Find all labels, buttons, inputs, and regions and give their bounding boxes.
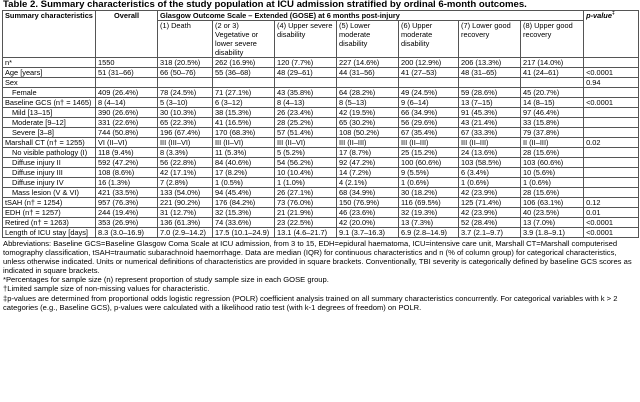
pvalue-cell: <0.0001 xyxy=(584,98,639,108)
table-cell: III (II–III) xyxy=(459,138,521,148)
table-cell: 196 (67.4%) xyxy=(158,128,213,138)
footnote-star: *Percentages for sample size (n) represent proportion of study sample size in each GOSE group. xyxy=(3,275,329,285)
table-cell: 32 (19.3%) xyxy=(399,208,459,218)
table-cell: 8.3 (3.0–16.9) xyxy=(96,228,158,238)
table-row xyxy=(3,158,639,168)
table-cell: 217 (14.0%) xyxy=(521,58,584,68)
table-cell: 13 (7.0%) xyxy=(521,218,584,228)
table-cell: III (II–III) xyxy=(399,138,459,148)
row-label: No visible pathology (I) xyxy=(3,148,96,158)
header-pvalue-mark: ‡ xyxy=(611,10,615,17)
table-cell: 7.0 (2.9–14.2) xyxy=(158,228,213,238)
table-cell: 221 (90.2%) xyxy=(158,198,213,208)
table-cell: 8 (5–13) xyxy=(337,98,399,108)
table-cell: 17 (8.2%) xyxy=(213,168,275,178)
row-label: Marshall CT (n† = 1255) xyxy=(3,138,96,148)
table-cell: 13 (7.3%) xyxy=(399,218,459,228)
table-cell: 79 (37.8%) xyxy=(521,128,584,138)
table-cell: 390 (26.6%) xyxy=(96,108,158,118)
table-cell: 43 (35.8%) xyxy=(275,88,337,98)
pvalue-cell: <0.0001 xyxy=(584,228,639,238)
table-cell: III (II–VI) xyxy=(213,138,275,148)
table-cell: 1 (0.6%) xyxy=(459,178,521,188)
summary-table xyxy=(2,10,639,238)
table-cell: 56 (22.8%) xyxy=(158,158,213,168)
table-cell: 227 (14.6%) xyxy=(337,58,399,68)
table-cell: 7 (2.8%) xyxy=(158,178,213,188)
table-row xyxy=(3,78,639,88)
table-row xyxy=(3,198,639,208)
table-cell: 25 (15.2%) xyxy=(399,148,459,158)
table-cell: 13.1 (4.6–21.7) xyxy=(275,228,337,238)
table-cell: 64 (28.2%) xyxy=(337,88,399,98)
table-cell: 118 (9.4%) xyxy=(96,148,158,158)
table-cell: 21 (21.9%) xyxy=(275,208,337,218)
table-row xyxy=(3,98,639,108)
table-cell: 5 (5.2%) xyxy=(275,148,337,158)
table-cell: 49 (24.5%) xyxy=(399,88,459,98)
table-cell: 8 (4–14) xyxy=(96,98,158,108)
table-cell xyxy=(158,78,213,88)
row-label: Moderate [9–12] xyxy=(3,118,96,128)
table-row xyxy=(3,218,639,228)
table-row xyxy=(3,58,639,68)
table-cell: 176 (84.2%) xyxy=(213,198,275,208)
table-cell: 9 (5.5%) xyxy=(399,168,459,178)
table-cell: 48 (29–61) xyxy=(275,68,337,78)
pvalue-cell xyxy=(584,58,639,68)
header-characteristics: Summary characteristics xyxy=(3,11,96,58)
table-cell: 206 (13.3%) xyxy=(459,58,521,68)
row-label: Female xyxy=(3,88,96,98)
row-label: Diffuse injury III xyxy=(3,168,96,178)
table-cell: 46 (23.6%) xyxy=(337,208,399,218)
table-cell: 6 (3.4%) xyxy=(459,168,521,178)
pvalue-cell xyxy=(584,148,639,158)
table-cell: 30 (10.3%) xyxy=(158,108,213,118)
table-cell: 44 (31–56) xyxy=(337,68,399,78)
row-label: Baseline GCS (n† = 1465) xyxy=(3,98,96,108)
table-cell: 409 (26.4%) xyxy=(96,88,158,98)
table-cell: 200 (12.9%) xyxy=(399,58,459,68)
pvalue-cell xyxy=(584,108,639,118)
table-cell: 9 (6–14) xyxy=(399,98,459,108)
table-cell: 26 (23.4%) xyxy=(275,108,337,118)
table-cell: 66 (34.9%) xyxy=(399,108,459,118)
table-cell: 103 (60.6%) xyxy=(521,158,584,168)
table-cell: 92 (47.2%) xyxy=(337,158,399,168)
pvalue-cell xyxy=(584,168,639,178)
table-cell: 13 (7–15) xyxy=(459,98,521,108)
table-cell: 65 (30.2%) xyxy=(337,118,399,128)
table-body xyxy=(3,58,639,238)
table-cell: 116 (69.5%) xyxy=(399,198,459,208)
table-cell: 28 (25.2%) xyxy=(275,118,337,128)
table-cell: 744 (50.8%) xyxy=(96,128,158,138)
table-cell: 23 (22.5%) xyxy=(275,218,337,228)
table-cell: 26 (27.1%) xyxy=(275,188,337,198)
table-cell: 42 (20.0%) xyxy=(337,218,399,228)
table-cell: 170 (68.3%) xyxy=(213,128,275,138)
row-label: Length of ICU stay [days] xyxy=(3,228,96,238)
table-row xyxy=(3,138,639,148)
row-label: Severe [3–8] xyxy=(3,128,96,138)
table-cell: 421 (33.5%) xyxy=(96,188,158,198)
table-cell: 28 (15.6%) xyxy=(521,188,584,198)
pvalue-cell: 0.02 xyxy=(584,138,639,148)
pvalue-cell: <0.0001 xyxy=(584,68,639,78)
table-cell: 262 (16.9%) xyxy=(213,58,275,68)
table-cell: 9.1 (3.7–16.3) xyxy=(337,228,399,238)
table-cell: 8 (4–13) xyxy=(275,98,337,108)
pvalue-cell: 0.12 xyxy=(584,198,639,208)
table-cell: 42 (17.1%) xyxy=(158,168,213,178)
table-title: Table 2. Summary characteristics of the study population at ICU admission stratified by ordinal 6-month outcomes. xyxy=(3,0,527,10)
header-gose-col: (8) Upper good recovery xyxy=(521,21,584,58)
table-cell: 51 (31–66) xyxy=(96,68,158,78)
table-cell: 1550 xyxy=(96,58,158,68)
table-cell: 74 (33.6%) xyxy=(213,218,275,228)
table-cell: 16 (1.3%) xyxy=(96,178,158,188)
table-cell: 55 (36–68) xyxy=(213,68,275,78)
pvalue-cell xyxy=(584,178,639,188)
table-cell: 108 (50.2%) xyxy=(337,128,399,138)
table-row xyxy=(3,68,639,78)
table-cell: 31 (12.7%) xyxy=(158,208,213,218)
table-cell: 65 (22.3%) xyxy=(158,118,213,128)
table-cell: 1 (0.6%) xyxy=(399,178,459,188)
header-gose-col: (5) Lower moderate disability xyxy=(337,21,399,58)
table-cell: 41 (27–53) xyxy=(399,68,459,78)
table-cell: 48 (31–65) xyxy=(459,68,521,78)
pvalue-cell xyxy=(584,128,639,138)
table-cell: 94 (45.4%) xyxy=(213,188,275,198)
row-label: n* xyxy=(3,58,96,68)
table-cell: 1 (0.5%) xyxy=(213,178,275,188)
table-cell: 40 (23.5%) xyxy=(521,208,584,218)
table-cell xyxy=(521,78,584,88)
header-gose-col: (6) Upper moderate disability xyxy=(399,21,459,58)
footnote-abbreviations: Abbreviations: Baseline GCS=Baseline Glasgow Coma Scale at ICU admission, from 3 to 15, EDH=epidural haematoma, ICU=intensive care unit, Marshall CT=Marshall computerised tomography classification, tSAH=traumatic subarachnoid haemorrhage. Data are median (IQR) for continuous characteristics and n (% of column group) for categorical characteristics, unless otherwise indicated. Units or numerical definitions of characteristics are provided in square brackets. Conventionally, TBI severity is categorically defined by baseline GCS scores as indicated in square brackets. xyxy=(3,239,632,276)
table-cell: 150 (76.9%) xyxy=(337,198,399,208)
table-cell: 52 (28.4%) xyxy=(459,218,521,228)
table-cell: 78 (24.5%) xyxy=(158,88,213,98)
table-cell: 14 (7.2%) xyxy=(337,168,399,178)
row-label: Retired (n† = 1263) xyxy=(3,218,96,228)
table-cell: 54 (56.2%) xyxy=(275,158,337,168)
table-cell: III (II–III) xyxy=(337,138,399,148)
footnote-dagger: †Limited sample size of non-missing values for characteristic. xyxy=(3,284,210,294)
table-cell: 33 (15.8%) xyxy=(521,118,584,128)
table-cell: 28 (15.6%) xyxy=(521,148,584,158)
table-cell: 56 (29.6%) xyxy=(399,118,459,128)
table-cell: 6 (3–12) xyxy=(213,98,275,108)
row-label: Mass lesion (V & VI) xyxy=(3,188,96,198)
table-cell: VI (II–VI) xyxy=(96,138,158,148)
table-cell xyxy=(275,78,337,88)
pvalue-cell xyxy=(584,188,639,198)
row-label: EDH (n† = 1257) xyxy=(3,208,96,218)
table-cell: 84 (40.6%) xyxy=(213,158,275,168)
table-cell: 14 (8–15) xyxy=(521,98,584,108)
table-cell: 136 (61.3%) xyxy=(158,218,213,228)
table-cell: 125 (71.4%) xyxy=(459,198,521,208)
table-cell: 103 (58.5%) xyxy=(459,158,521,168)
table-row xyxy=(3,118,639,128)
table-cell: 42 (23.9%) xyxy=(459,208,521,218)
table-cell xyxy=(399,78,459,88)
table-cell: 10 (5.6%) xyxy=(521,168,584,178)
table-cell: 17 (8.7%) xyxy=(337,148,399,158)
table-cell xyxy=(213,78,275,88)
table-cell: 106 (63.1%) xyxy=(521,198,584,208)
table-cell: 38 (15.3%) xyxy=(213,108,275,118)
table-cell: 71 (27.1%) xyxy=(213,88,275,98)
header-pvalue xyxy=(584,11,639,58)
table-cell xyxy=(459,78,521,88)
table-row xyxy=(3,108,639,118)
table-row xyxy=(3,168,639,178)
table-cell: 32 (15.3%) xyxy=(213,208,275,218)
pvalue-cell: 0.94 xyxy=(584,78,639,88)
table-cell: 91 (45.3%) xyxy=(459,108,521,118)
table-cell: 97 (46.4%) xyxy=(521,108,584,118)
table-cell: 24 (13.6%) xyxy=(459,148,521,158)
table-cell: 353 (26.9%) xyxy=(96,218,158,228)
table-cell: 108 (8.6%) xyxy=(96,168,158,178)
row-label: Diffuse injury II xyxy=(3,158,96,168)
table-cell: 100 (60.6%) xyxy=(399,158,459,168)
pvalue-cell xyxy=(584,88,639,98)
table-row xyxy=(3,208,639,218)
table-cell: 41 (24–61) xyxy=(521,68,584,78)
pvalue-cell xyxy=(584,158,639,168)
table-cell: 11 (5.3%) xyxy=(213,148,275,158)
table-cell: 957 (76.3%) xyxy=(96,198,158,208)
table-row xyxy=(3,88,639,98)
table-cell xyxy=(96,78,158,88)
row-label: tSAH (n† = 1254) xyxy=(3,198,96,208)
table-cell: 66 (50–76) xyxy=(158,68,213,78)
table-cell: 331 (22.6%) xyxy=(96,118,158,128)
table-cell: 42 (19.5%) xyxy=(337,108,399,118)
table-cell: III (III–VI) xyxy=(158,138,213,148)
table-cell: 592 (47.2%) xyxy=(96,158,158,168)
table-cell: 3.9 (1.8–9.1) xyxy=(521,228,584,238)
footnote-ddagger: ‡p-values are determined from proportional odds logistic regression (POLR) coefficient analysis trained on all summary characteristics concurrently. For categorical variables with k > 2 categories (e.g., Baseline GCS), p-values were calculated with a likelihood ratio test (with k-1 degrees of freedom) on POLR. xyxy=(3,293,618,312)
table-cell: 59 (28.6%) xyxy=(459,88,521,98)
row-label: Age [years] xyxy=(3,68,96,78)
table-cell: 244 (19.4%) xyxy=(96,208,158,218)
table-cell: 30 (18.2%) xyxy=(399,188,459,198)
footnotes xyxy=(3,239,636,312)
table-cell: 8 (3.3%) xyxy=(158,148,213,158)
table-cell: 73 (76.0%) xyxy=(275,198,337,208)
table-cell: 4 (2.1%) xyxy=(337,178,399,188)
table-cell: 6.9 (2.8–14.9) xyxy=(399,228,459,238)
table-cell: 1 (0.6%) xyxy=(521,178,584,188)
table-cell: III (II–VI) xyxy=(275,138,337,148)
header-gose-col: (7) Lower good recovery xyxy=(459,21,521,58)
table-cell: 120 (7.7%) xyxy=(275,58,337,68)
table-row xyxy=(3,148,639,158)
table-cell: 41 (16.5%) xyxy=(213,118,275,128)
table-cell: 68 (34.9%) xyxy=(337,188,399,198)
row-label: Diffuse injury IV xyxy=(3,178,96,188)
pvalue-cell: <0.0001 xyxy=(584,218,639,228)
header-gose-span: Glasgow Outcome Scale – Extended (GOSE) at 6 months post-injury xyxy=(158,11,584,21)
header-pvalue-label: p-value xyxy=(586,11,612,20)
table-row xyxy=(3,228,639,238)
table-row xyxy=(3,178,639,188)
header-gose-col: (1) Death xyxy=(158,21,213,58)
table-cell: 67 (35.4%) xyxy=(399,128,459,138)
table-cell: 67 (33.3%) xyxy=(459,128,521,138)
pvalue-cell: 0.01 xyxy=(584,208,639,218)
table-cell: 45 (20.7%) xyxy=(521,88,584,98)
table-cell: 1 (1.0%) xyxy=(275,178,337,188)
table-cell: 43 (21.4%) xyxy=(459,118,521,128)
table-cell: 17.5 (10.1–24.9) xyxy=(213,228,275,238)
header-gose-col: (2 or 3) Vegetative or lower severe disability xyxy=(213,21,275,58)
table-cell: 3.7 (2.1–9.7) xyxy=(459,228,521,238)
pvalue-cell xyxy=(584,118,639,128)
table-cell: 10 (10.4%) xyxy=(275,168,337,178)
table-cell xyxy=(337,78,399,88)
table-cell: 57 (51.4%) xyxy=(275,128,337,138)
table-cell: 5 (3–10) xyxy=(158,98,213,108)
table-cell: 42 (23.9%) xyxy=(459,188,521,198)
table-row xyxy=(3,188,639,198)
header-gose-col: (4) Upper severe disability xyxy=(275,21,337,58)
table-cell: II (II–III) xyxy=(521,138,584,148)
header-overall: Overall xyxy=(96,11,158,58)
row-label: Mild [13–15] xyxy=(3,108,96,118)
table-cell: 133 (54.0%) xyxy=(158,188,213,198)
table-cell: 318 (20.5%) xyxy=(158,58,213,68)
row-label: Sex xyxy=(3,78,96,88)
table-row xyxy=(3,128,639,138)
